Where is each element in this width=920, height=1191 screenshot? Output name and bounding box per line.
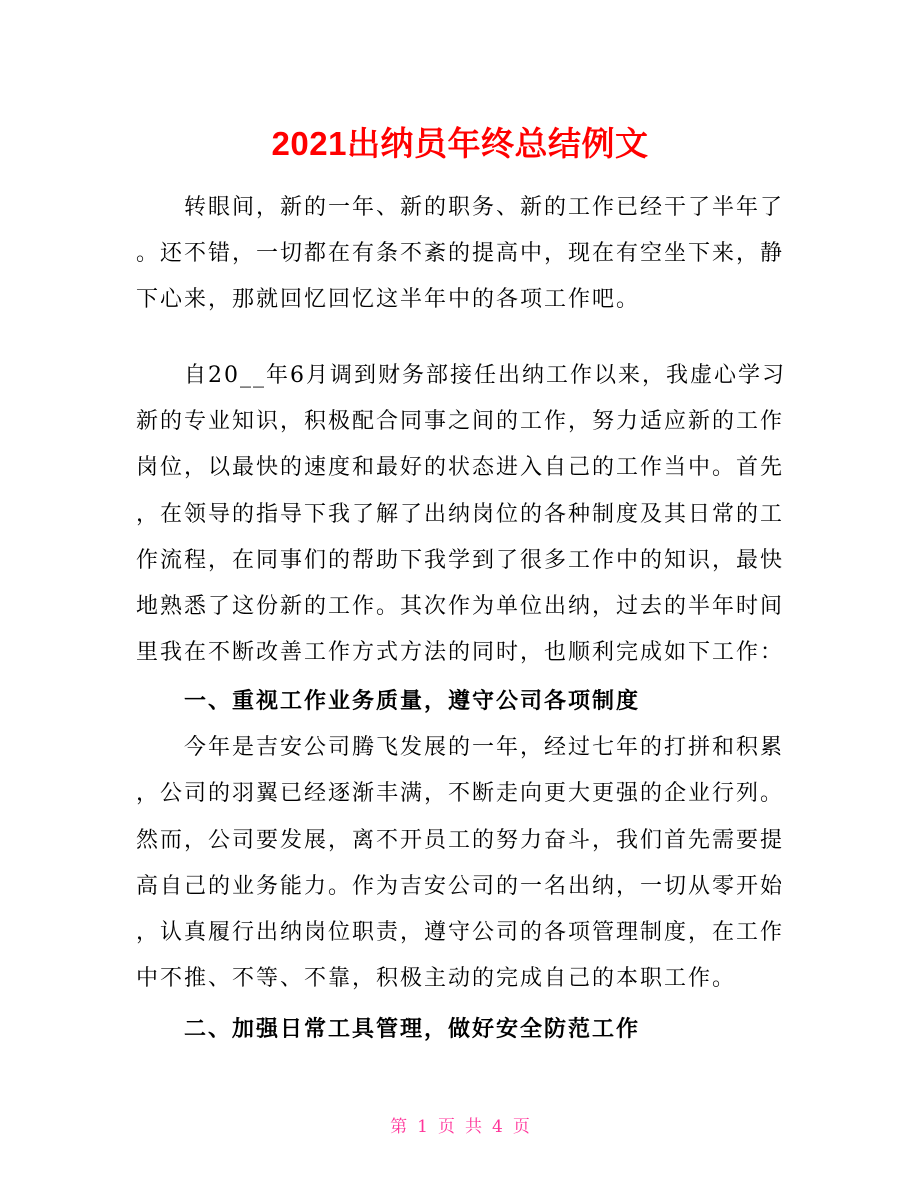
text-line: 地熟悉了这份新的工作。其次作为单位出纳，过去的半年时间	[136, 594, 785, 619]
text-line: 然而，公司要发展，离不开员工的努力奋斗，我们首先需要提	[136, 828, 785, 853]
footer-page-number: 1	[417, 1117, 428, 1137]
text-line: 下心来，那就回忆回忆这半年中的各项工作吧。	[136, 287, 641, 312]
text-line: ，认真履行出纳岗位职责，遵守公司的各项管理制度，在工作	[136, 920, 785, 945]
text-line: 今年是吉安公司腾飞发展的一年，经过七年的打拼和积累	[184, 735, 785, 760]
footer-total-word: 共	[465, 1117, 482, 1137]
section-heading-2: 二、加强日常工具管理，做好安全防范工作	[184, 1016, 641, 1042]
text-line: 高自己的业务能力。作为吉安公司的一名出纳，一切从零开始	[136, 874, 785, 899]
text-line: 作流程，在同事们的帮助下我学到了很多工作中的知识，最快	[136, 548, 785, 573]
text-line: ，在领导的指导下我了解了出纳岗位的各种制度及其日常的工	[136, 502, 785, 527]
text-line: ，公司的羽翼已经逐渐丰满，不断走向更大更强的企业行列。	[136, 781, 785, 806]
text-line: 中不推、不等、不靠，积极主动的完成自己的本职工作。	[136, 966, 737, 991]
text-line: 自20__年6月调到财务部接任出纳工作以来，我虚心学习	[184, 363, 786, 388]
page-footer	[0, 1112, 920, 1137]
footer-page-word: 第	[390, 1117, 408, 1137]
footer-page-unit: 页	[438, 1117, 455, 1137]
text-line: 新的专业知识，积极配合同事之间的工作，努力适应新的工作	[136, 409, 785, 434]
footer-total-unit: 页	[512, 1117, 530, 1137]
text-line: 里我在不断改善工作方式方法的同时，也顺利完成如下工作：	[136, 640, 785, 665]
footer-total-pages: 4	[492, 1117, 503, 1137]
text-line: 。还不错，一切都在有条不紊的提高中，现在有空坐下来，静	[136, 241, 785, 266]
text-line: 岗位，以最快的速度和最好的状态进入自己的工作当中。首先	[136, 455, 785, 480]
section-heading-1: 一、重视工作业务质量，遵守公司各项制度	[184, 688, 641, 714]
text-line: 转眼间，新的一年、新的职务、新的工作已经干了半年了	[184, 195, 785, 220]
document-title: 2021出纳员年终总结例文	[271, 125, 649, 162]
